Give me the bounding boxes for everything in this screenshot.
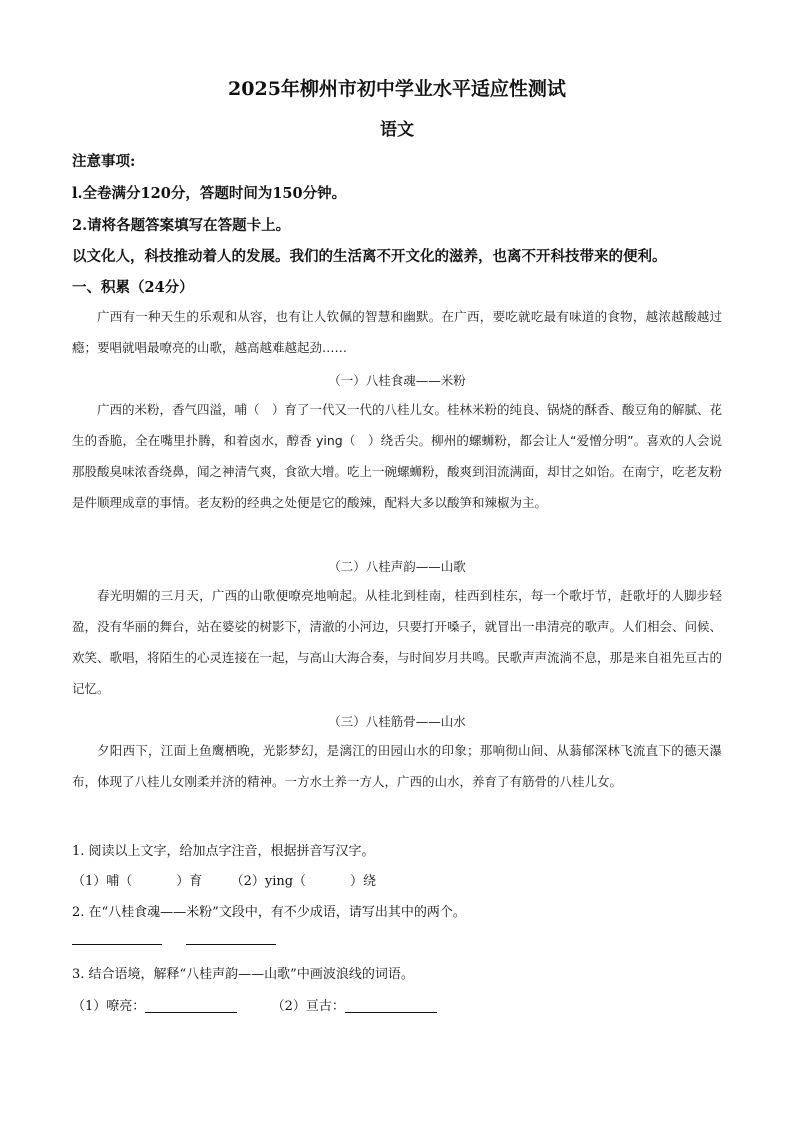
part3-paragraph: 夕阳西下，江面上鱼鹰栖晚，光影梦幻，是漓江的田园山水的印象；那响彻山间、从蓊郁深林飞流直下的德天瀑布，体现了八桂儿女刚柔并济的精神。一方水土养一方人，广西的山水，养育了有筋骨的八桂儿女。 xyxy=(72,743,722,789)
question-1: 1. 阅读以上文字，给加点字注音，根据拼音写汉字。 xyxy=(72,844,375,859)
exam-title: 2025年柳州市初中学业水平适应性测试 xyxy=(228,78,566,100)
part2-heading: （二）八桂声韵——山歌 xyxy=(328,559,466,574)
q2-answer-blank-2[interactable] xyxy=(186,944,276,945)
q3b-label: （2）亘古： xyxy=(271,999,345,1014)
q3a-answer-blank[interactable] xyxy=(145,998,237,1013)
q1b-tail: ）绕 xyxy=(350,874,377,889)
part1-heading: （一）八桂食魂——米粉 xyxy=(328,373,466,388)
q1b-label: （2）ying（ xyxy=(230,874,307,889)
part2-paragraph: 春光明媚的三月天，广西的山歌便嘹亮地响起。从桂北到桂南，桂西到桂东，每一个歌圩节，赶歌圩的人脚步轻盈，没有华丽的舞台，站在婆娑的树影下，清澈的小河边，只要打开嗓子，就冒出一串清亮的歌声。人们相会、问候、欢笑、歌唱，将陌生的心灵连接在一起，与高山大海合奏，与时间岁月共鸣。民歌声声流淌不息，那是来自祖先亘古的记忆。 xyxy=(72,588,723,696)
q2-answer-blank-1[interactable] xyxy=(72,944,162,945)
intro-text: 以文化人，科技推动着人的发展。我们的生活离不开文化的滋养，也离不开科技带来的便利。 xyxy=(72,248,667,265)
q1a-tail: ）育 xyxy=(176,874,203,889)
q3a-label: （1）嘹亮： xyxy=(72,999,146,1014)
question-3: 3. 结合语境，解释“八桂声韵——山歌”中画波浪线的词语。 xyxy=(72,967,414,982)
question-2: 2. 在“八桂食魂——米粉”文段中，有不少成语，请写出其中的两个。 xyxy=(72,905,466,920)
subject-title: 语文 xyxy=(380,120,414,140)
part1-paragraph: 广西的米粉，香气四溢，哺（ ）育了一代又一代的八桂儿女。桂林米粉的纯良、锅烧的酥香、酸豆角的解腻、花生的香脆，全在嘴里扑腾，和着卤水，醇香 ying（ ）绕舌尖。柳州的螺蛳粉，都会让人“爱憎分明”。喜欢的人会说那股酸臭味浓香绕鼻，闻之神清气爽，食欲大增。吃上一碗螺蛳粉，酸爽到泪流满面，却甘之如饴。在南宁，吃老友粉是件顺理成章的事情。老友粉的经典之处便是它的酸辣，配料大多以酸笋和辣椒为主。 xyxy=(72,402,723,510)
part3-heading: （三）八桂筋骨——山水 xyxy=(328,714,466,729)
lead-paragraph: 广西有一种天生的乐观和从容，也有让人钦佩的智慧和幽默。在广西，要吃就吃最有味道的食物，越浓越酸越过瘾；要唱就唱最嘹亮的山歌，越高越难越起劲…… xyxy=(72,309,722,355)
notice-heading: 注意事项: xyxy=(72,153,136,170)
notice-item-2: 2.请将各题答案填写在答题卡上。 xyxy=(72,217,291,234)
question-3-answers xyxy=(72,995,437,1014)
q3b-answer-blank[interactable] xyxy=(345,998,437,1013)
question-1-answers xyxy=(72,870,376,889)
section-heading: 一、积累（24分） xyxy=(72,279,194,296)
notice-item-1: l.全卷满分120分，答题时间为150分钟。 xyxy=(72,185,347,202)
q1a-label: （1）哺（ xyxy=(72,874,133,889)
